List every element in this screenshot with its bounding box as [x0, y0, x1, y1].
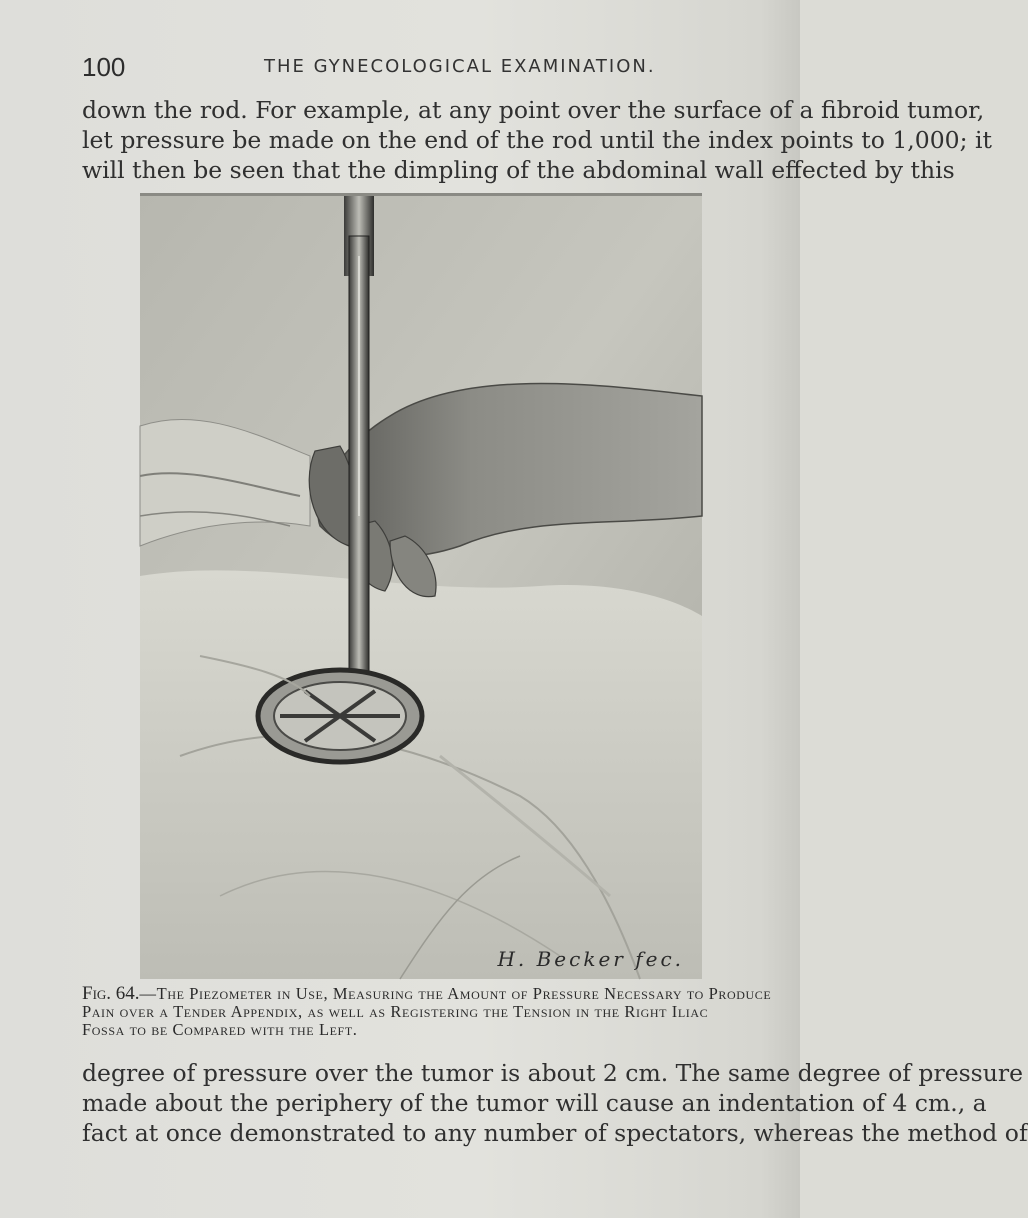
page-number: 100 [82, 52, 126, 82]
figure-caption [82, 985, 772, 1039]
paragraph-top [82, 95, 992, 185]
piezometer-illustration [140, 193, 702, 979]
caption-text: —The Piezometer in Use, Measuring the Amount of Pressure Necessary to Produce [139, 984, 772, 1003]
running-head: THE GYNECOLOGICAL EXAMINATION. [264, 56, 656, 77]
text-line: let pressure be made on the end of the rod until the index points to 1,000; it [82, 126, 992, 154]
caption-line: Fossa to be Compared with the Left. [82, 1020, 358, 1039]
figure-label: Fig. 64. [82, 983, 140, 1004]
text-line: degree of pressure over the tumor is about 2 cm. The same degree of pressure [82, 1059, 1024, 1087]
page-header [82, 52, 742, 92]
text-line: made about the periphery of the tumor will cause an indentation of 4 cm., a [82, 1089, 987, 1117]
caption-line [82, 985, 772, 1003]
artist-signature: H. Becker fec. [497, 947, 684, 971]
text-line: fact at once demonstrated to any number of spectators, whereas the method of [82, 1119, 1028, 1147]
text-line: will then be seen that the dimpling of the abdominal wall effected by this [82, 156, 955, 184]
illustration-drawing [140, 196, 702, 979]
caption-line: Pain over a Tender Appendix, as well as Registering the Tension in the Right Iliac [82, 1002, 709, 1021]
paragraph-bottom [82, 1058, 1028, 1148]
text-line: down the rod. For example, at any point over the surface of a fibroid tumor, [82, 96, 985, 124]
